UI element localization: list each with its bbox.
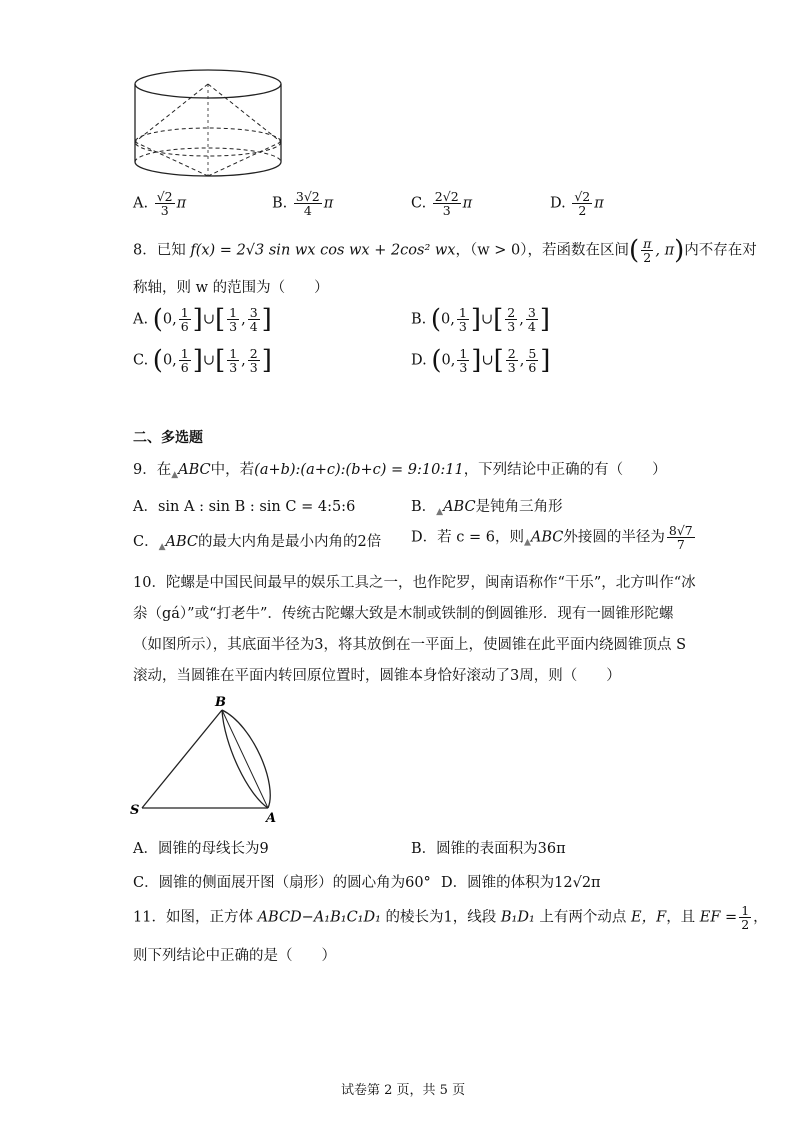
cone-label-s: S (130, 803, 140, 818)
q7-choice-d: D. $\frac{√2}{2}$ π (550, 189, 604, 219)
q10-choice-c: C．圆锥的侧面展开图（扇形）的圆心角为60° (133, 875, 431, 891)
q7-choice-a: A. $\frac{√2}{3}$ π (133, 189, 187, 219)
q7-choice-b: B. $\frac{3√2}{4}$ π (272, 189, 334, 219)
cone-figure (128, 690, 288, 825)
q8-stem-line2: 称轴，则 w 的范围为（ ） (133, 280, 329, 296)
q9-choice-b: B．$_▲$ABC是钝角三角形 (411, 499, 563, 517)
q10-stem-line2: 尜（gá）”或“打老牛”．传统古陀螺大致是木制或铁制的倒圆锥形．现有一圆锥形陀螺 (133, 606, 674, 622)
q8-choice-a: A. (0, $\frac{1}{6}$ ]∪[ $\frac{1}{3}$ , $\frac{3}{4}$ ] (133, 304, 272, 335)
q8-choice-c: C. (0, $\frac{1}{6}$ ]∪[ $\frac{1}{3}$ , $\frac{2}{3}$ ] (133, 345, 272, 376)
cylinder-figure (128, 62, 288, 190)
q11-stem-line2: 则下列结论中正确的是（ ） (133, 948, 336, 964)
q9-choice-d: D．若 c = 6，则$_▲$ABC外接圆的半径为 $\frac{8√7}{7}$ (411, 523, 693, 553)
q10-choice-a: A．圆锥的母线长为9 (133, 841, 269, 857)
q8-choice-d: D. (0, $\frac{1}{3}$ ]∪[ $\frac{2}{3}$ , $\frac{5}{6}$ ] (411, 345, 551, 376)
cone-label-a: A (266, 811, 277, 825)
q10-choice-d: D．圆锥的体积为12√2π (441, 875, 601, 891)
q9-stem: 9．在$_▲$ABC中，若(a+b):(a+c):(b+c) = 9:10:11，下列结论中正确的有（ ） (133, 462, 667, 480)
q9-choice-a: A．sin A : sin B : sin C = 4:5:6 (133, 499, 356, 515)
q7-choice-c: C. $\frac{2√2}{3}$ π (411, 189, 473, 219)
q10-stem-line4: 滚动，当圆锥在平面内转回原位置时，圆锥本身恰好滚动了3周，则（ ） (133, 668, 621, 684)
q10-choice-b: B．圆锥的表面积为36π (411, 841, 566, 857)
q10-stem-line1: 10．陀螺是中国民间最早的娱乐工具之一，也作陀罗，闽南语称作“干乐”，北方叫作“冰 (133, 575, 696, 591)
q9-choice-c: C．$_▲$ABC的最大内角是最小内角的2倍 (133, 534, 382, 552)
q8-stem-line1: 8．已知 f(x) = 2√3 sin wx cos wx + 2cos² wx，（w > 0），若函数在区间( $\frac{\pi}{2}$ , π)内不存在对 (133, 235, 757, 266)
section-heading-multi-choice: 二、多选题 (133, 430, 203, 446)
q11-stem-line1: 11．如图，正方体 ABCD−A₁B₁C₁D₁ 的棱长为1，线段 B₁D₁ 上有两个动点 E，F，且 EF = $\frac{1}{2}$ ， (133, 903, 768, 933)
q10-stem-line3: （如图所示），其底面半径为3，将其放倒在一平面上，使圆锥在此平面内绕圆锥顶点 S (133, 637, 687, 653)
page-footer: 试卷第 2 页，共 5 页 (341, 1083, 466, 1098)
q8-choice-b: B. (0, $\frac{1}{3}$ ]∪[ $\frac{2}{3}$ , $\frac{3}{4}$ ] (411, 304, 550, 335)
cone-label-b: B (215, 695, 226, 710)
